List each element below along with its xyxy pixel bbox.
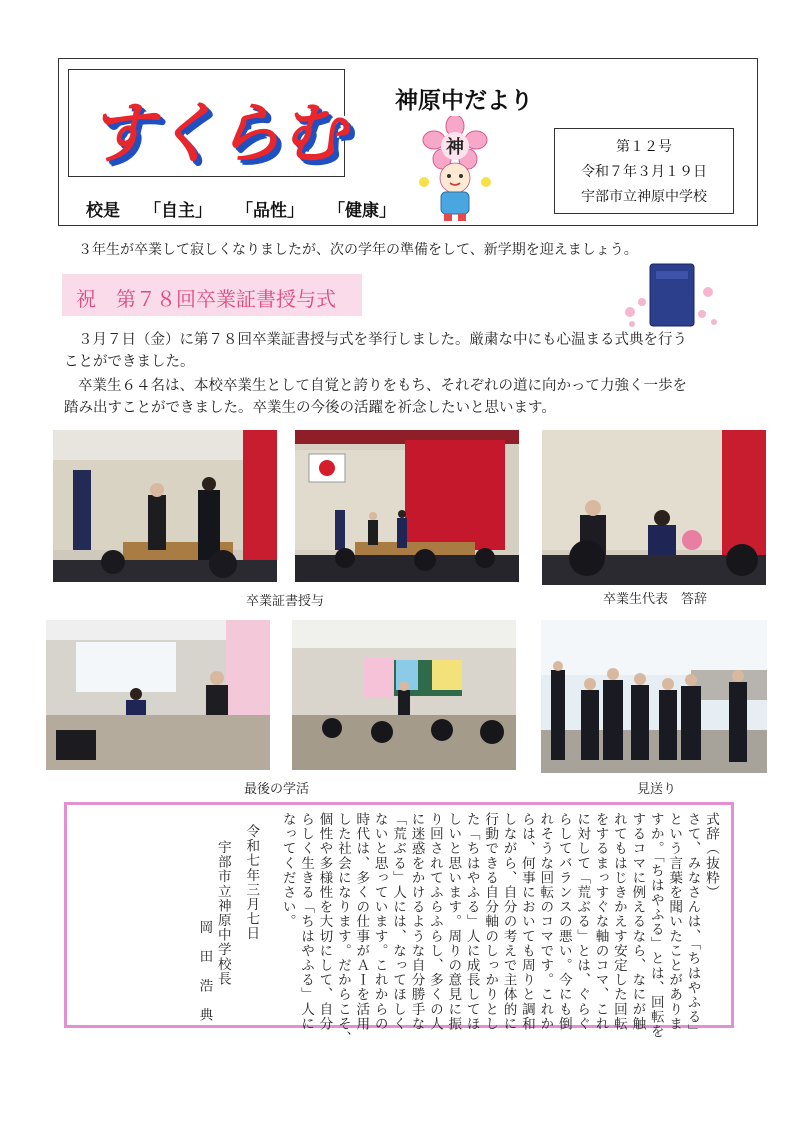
- paragraph-line: 踏み出すことができました。卒業生の今後の活躍を祈念したいと思います。: [64, 400, 556, 416]
- message-column: 「荒ぶる」人には、なってほしく: [390, 812, 407, 1031]
- message-column: に迷惑をかけるような自分勝手な: [408, 812, 425, 1031]
- photo-graduate-reply: [542, 430, 766, 585]
- signer-title: 宇部市立神原中学校長: [214, 840, 231, 986]
- issue-date: 令和７年３月１９日: [581, 164, 707, 180]
- banner-prefix: 祝: [76, 287, 96, 311]
- diploma-book-icon: [620, 262, 720, 330]
- message-column: しながら、自分の考えで主体的に: [500, 812, 517, 1031]
- motto-item: 「健康」: [328, 201, 396, 221]
- motto-item: 「自主」: [144, 201, 212, 221]
- principal-message: [80, 812, 720, 1046]
- message-column: ないと思っています。これからの: [371, 812, 388, 1031]
- message-column: 式辞（抜粋）: [703, 812, 719, 900]
- message-column: た「ちはやふる」人に成長してほ: [463, 812, 480, 1031]
- school-name: 宇部市立神原中学校: [581, 189, 707, 205]
- caption-sendoff: 見送り: [637, 782, 677, 797]
- message-column: らしてバランスの悪い。今にも倒: [555, 812, 572, 1031]
- message-column: すか。「ちはやふる」とは、回転を: [647, 812, 664, 1039]
- motto-label: 校是: [86, 201, 120, 221]
- newsletter-title: 神原中だより: [395, 88, 533, 114]
- message-column: しいと思います。周りの意見に振: [445, 812, 462, 1031]
- mascot-char: 神: [446, 137, 464, 158]
- signer-name: 岡 田 浩 典: [196, 920, 213, 1023]
- school-mascot-icon: [414, 116, 496, 224]
- motto-item: 「品性」: [236, 201, 304, 221]
- caption-award: 卒業証書授与: [246, 594, 325, 609]
- school-motto: [86, 196, 396, 221]
- message-column: らは、何事においても周りと調和: [518, 812, 535, 1031]
- message-date: 令和七年三月七日: [243, 824, 260, 941]
- photo-award-ceremony: [53, 430, 277, 582]
- photo-classroom-board: [292, 620, 516, 770]
- message-column: り回されてふらふらし、多くの人: [426, 812, 443, 1031]
- caption-reply: 卒業生代表 答辞: [603, 592, 708, 607]
- photo-ceremony-stage: [295, 430, 519, 582]
- newsletter-logo: すくらむ: [88, 95, 344, 172]
- message-column: という言葉を聞いたことがありま: [666, 812, 683, 1031]
- photo-last-classroom: [46, 620, 270, 770]
- message-column: さて、みなさんは、「ちはやふる」: [684, 812, 701, 1039]
- message-column: するコマに例えるなら、なにが触: [629, 812, 646, 1031]
- paragraph-line: 卒業生６４名は、本校卒業生として自覚と誇りをもち、それぞれの道に向かって力強く一歩を: [78, 378, 687, 394]
- photo-sendoff: [541, 620, 767, 773]
- message-column: 個性や多様性を大切にして、自分: [316, 812, 333, 1031]
- issue-number: 第１２号: [616, 139, 672, 155]
- paragraph-line: ことができました。: [64, 354, 195, 370]
- message-column: れそうな回転のコマです。これか: [537, 812, 554, 1031]
- paragraph-line: ３月７日（金）に第７８回卒業証書授与式を挙行しました。厳粛な中にも心温まる式典を行う: [78, 332, 687, 348]
- ceremony-banner-text: [76, 283, 336, 312]
- intro-text: ３年生が卒業して寂しくなりましたが、次の学年の準備をして、新学期を迎えましょう。: [78, 242, 638, 258]
- message-column: に対して「荒ぶる」とは、ぐらぐ: [574, 812, 591, 1031]
- message-column: した社会になります。だからこそ、: [334, 812, 351, 1046]
- ceremony-paragraph-2: [64, 375, 744, 419]
- caption-last-class: 最後の学活: [244, 782, 310, 797]
- message-column: らしく生きる「ちはやふる」人に: [298, 812, 315, 1031]
- message-column: をするまっすぐな軸のコマ、これ: [592, 812, 609, 1031]
- ceremony-paragraph-1: [64, 329, 744, 373]
- issue-info-box: [554, 128, 734, 214]
- message-column: 行動できる自分軸のしっかりとし: [482, 812, 499, 1031]
- message-column: 時代は、多くの仕事がＡＩを活用: [353, 812, 370, 1031]
- message-column: なってください。: [279, 812, 296, 929]
- banner-title: 第７８回卒業証書授与式: [116, 287, 336, 311]
- message-column: れてもはじきかえす安定した回転: [610, 812, 627, 1031]
